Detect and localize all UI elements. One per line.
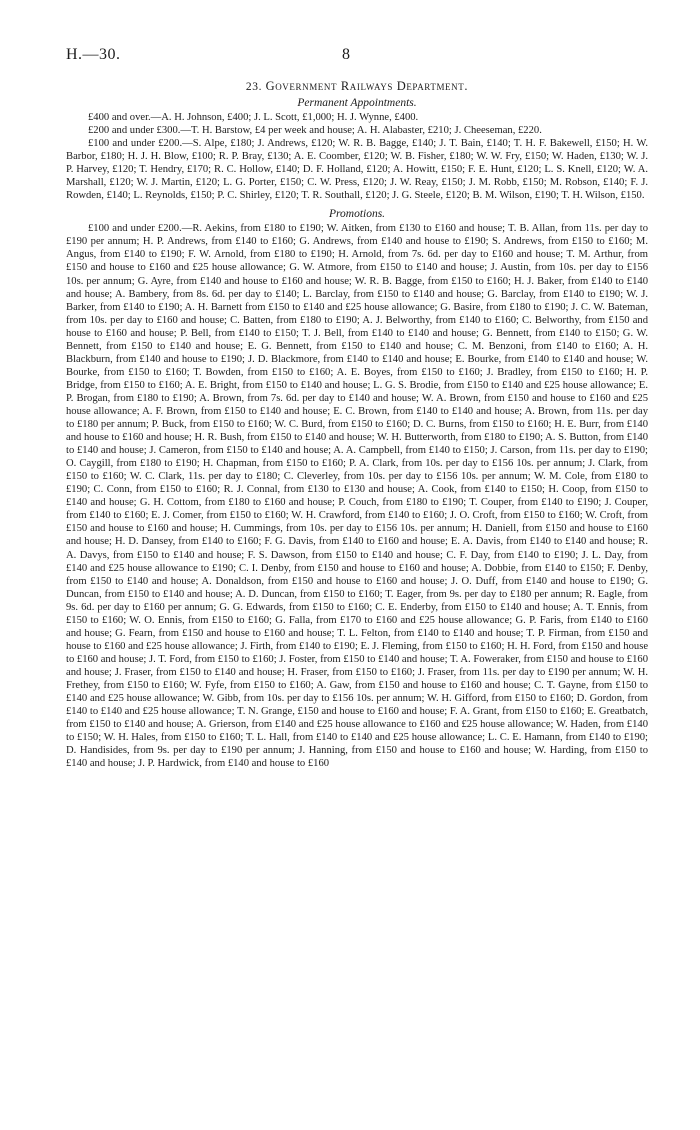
permanent-paragraph-400: £400 and over.—A. H. Johnson, £400; J. L. Scott, £1,000; H. J. Wynne, £400. bbox=[88, 112, 419, 123]
page-header bbox=[66, 46, 648, 72]
promotions-paragraph: £100 and under £200.—R. Aekins, from £180 to £190; W. Aitken, from £130 to £160 and house; T. B. Allan, from 11s. per day to £190 per annum; H. P. Andrews, from £140 to £160; G. Andrews, from £140 and house to £190; S. Andrews, from £150 to £160; M. Angus, from £140 to £190; F. W. Arnold, from £180 to £190; H. Arnold, from 7s. 6d. per day to £160 and house; T. M. Arthur, from £150 and house to £160 and £25 house allowance; G. W. Atmore, from £150 to £140 and house; J. Austin, from 10s. per day to £156 10s. per annum; G. Ayre, from £140 and house to £160 and house; W. R. B. Bagge, from £150 to £160; H. J. Baker, from £140 to £140 and house; A. Bambery, from 8s. 6d. per day to £140; L. Barclay, from £150 to £140 and house; G. Barclay, from £140 to £190; W. J. Barker, from £140 to £190; A. H. Barnett from £150 to £140 and £25 house allowance; G. Basire, from £180 to £190; J. C. W. Bateman, from 10s. per day to £160 and house; C. Batten, from £180 to £190; A. J. Belworthy, from £140 to £160; C. Belworthy, from £150 and house to £160 and house; P. Bell, from £140 to £150; T. J. Bell, from £140 to £140 and house; G. Bennett, from £140 to £150; G. W. Bennett, from £150 to £140 and house; E. G. Bennett, from £150 to £140 and house; C. M. Benzoni, from £140 to £160; A. H. Blackburn, from £140 and house to £190; J. D. Blackmore, from £140 to £140 and house; E. Bourke, from £140 to £140 and house; W. Bourke, from £150 to £160; T. Bowden, from £150 to £160; A. E. Boyes, from £150 to £160; J. Bradley, from £150 to £160; H. P. Bridge, from £150 to £160; A. E. Bright, from £150 to £140 and house; L. G. S. Brodie, from £150 to £140 and £25 house allowance; E. P. Brogan, from £180 to £190; A. Brown, from 7s. 6d. per day to £140 and house; W. A. Brown, from £150 and house to £160 and £25 house allowance; A. F. Brown, from £150 to £140 and house; E. C. Brown, from £140 to £140 and house; A. Brown, from 11s. per day to £180 per annum; P. Buck, from £150 to £160; W. C. Burd, from £150 to £160; D. C. Burns, from £150 to £160; H. E. Burr, from £140 and house to £160 and house; H. R. Bush, from £150 to £140 and house; W. H. Butterworth, from £180 to £190; A. S. Button, from £140 to £140 and house; J. Cameron, from £150 to £140 and house; A. A. Campbell, from £140 to £150; J. Carson, from 11s. per day to £190; O. Caygill, from £180 to £190; H. Chapman, from £150 to £160; P. A. Clark, from 10s. per day to £156 10s. per annum; J. Clark, from £150 to £160; W. C. Clark, 11s. per day to £180; C. Cleverley, from 10s. per day to £156 10s. per annum; W. M. Cole, from £180 to £190; C. Conn, from £150 to £160; R. J. Connal, from £130 to £130 and house; A. Cook, from £140 to £150; H. Coop, from £150 to £140 and house; G. H. Cottom, from £180 to £160 and house; P. Couch, from £180 to £190; T. Couper, from £140 to £190; J. Couper, from £140 to £160; E. J. Comer, from £150 to £160; W. H. Crawford, from £140 to £160; J. O. Croft, from £150 to £160; W. Croft, from £150 and house to £160 and house; H. Cummings, from 10s. per day to £156 10s. per annum; H. Daniell, from £150 and house to £160 and house; H. D. Dansey, from £140 to £160; F. G. Davis, from £140 to £160 and house; E. A. Davis, from £140 to £140 and house; R. A. Davys, from £150 to £140 and house; F. S. Dawson, from £150 to £140 and house; C. F. Day, from £140 to £190; J. L. Day, from £140 and £25 house allowance to £190; C. I. Denby, from £150 and house to £160 and house; A. Dobbie, from £140 to £150; F. Denby, from £150 to £140 and house; A. Donaldson, from £150 and house to £160 and house; J. O. Duff, from £140 and house to £190; G. Duncan, from £150 to £140 and house; A. D. Duncan, from £150 to £160; T. Eager, from 9s. per day to £180 per annum; R. Eagle, from 9s. 6d. per day to £160 per annum; G. G. Edwards, from £150 to £160; C. E. Enderby, from £150 to £140 and house; A. T. Ennis, from £150 to £160; W. O. Ennis, from £150 to £160; G. Falla, from £170 to £160 and £25 house allowance; G. P. Faris, from £140 to £160 and house; G. Fearn, from £150 and house to £160 and house; T. L. Felton, from £140 to £140 and house; T. P. Firman, from £150 and house to £160 and £25 house allowance; J. Firth, from £140 to £190; E. J. Fleming, from £150 to £160; H. H. Ford, from £150 and house to £160 and house; J. T. Ford, from £150 to £160; J. Foster, from £150 to £140 and house; T. A. Foweraker, from £150 and house to £160 and house; J. Fraser, from £150 to £140 and house; H. Fraser, from £150 to £160; J. Fraser, from 11s. per day to £190 per annum; W. H. Frethey, from £150 to £160; W. Fyfe, from £150 to £160; A. Gaw, from £150 and house to £160 and house; C. T. Gayne, from £150 to £140 and £25 house allowance; W. Gibb, from 10s. per day to £156 10s. per annum; W. H. Gifford, from £150 to £160; D. Gordon, from £140 to £140 and £25 house allowance; T. N. Grange, £150 and house to £160 and house; F. A. Grant, from £150 to £160; E. Greatbatch, from £150 to £140 and house; A. Grierson, from £140 and £25 house allowance to £160 and £25 house allowance; W. Haden, from £140 to £150; W. H. Hales, from £150 to £160; T. L. Hall, from £140 to £140 and £25 house allowance; L. C. E. Hamann, from £140 to £190; D. Handisides, from 9s. per day to £190 per annum; J. Hanning, from £150 and house to £160 and house; W. Harding, from £150 to £140 and house; J. P. Hardwick, from £140 and house to £160 bbox=[66, 223, 649, 770]
promotions-heading: Promotions. bbox=[328, 208, 386, 221]
parliamentary-reference: H.—30. bbox=[66, 46, 121, 63]
section-number: 23. bbox=[245, 81, 263, 93]
permanent-appointments-heading: Permanent Appointments. bbox=[297, 97, 417, 109]
permanent-paragraph-100: £100 and under £200.—S. Alpe, £180; J. Andrews, £120; W. R. B. Bagge, £140; J. T. Bain, £140; T. H. F. Bakewell, £150; H. W. Barbor, £180; H. J. H. Blow, £100; R. P. Bray, £130; A. E. Coomber, £120; W. B. Fisher, £180; W. W. Fry, £150; W. Haden, £130; W. J. P. Harvey, £120; T. Hendry, £170; R. C. Hollow, £140; D. F. Holland, £120; A. Howitt, £150; F. E. Hunt, £120; L. S. Knell, £120; W. A. Marshall, £120; W. J. Martin, £120; L. G. Porter, £150; C. W. Press, £120; J. W. Reay, £150; J. M. Robb, £150; M. Robson, £140; F. J. Rowden, £140; L. Reynolds, £150; P. C. Shirley, £120; T. R. Southall, £120; J. G. Steele, £120; B. M. Wilson, £190; T. H. Wilson, £150. bbox=[66, 138, 648, 202]
page-number: 8 bbox=[342, 46, 350, 63]
permanent-paragraph-200: £200 and under £300.—T. H. Barstow, £4 per week and house; A. H. Alabaster, £210; J. Cheeseman, £220. bbox=[88, 125, 542, 137]
section-title bbox=[66, 78, 648, 95]
section-title-text: Government Railways Department. bbox=[265, 79, 469, 93]
